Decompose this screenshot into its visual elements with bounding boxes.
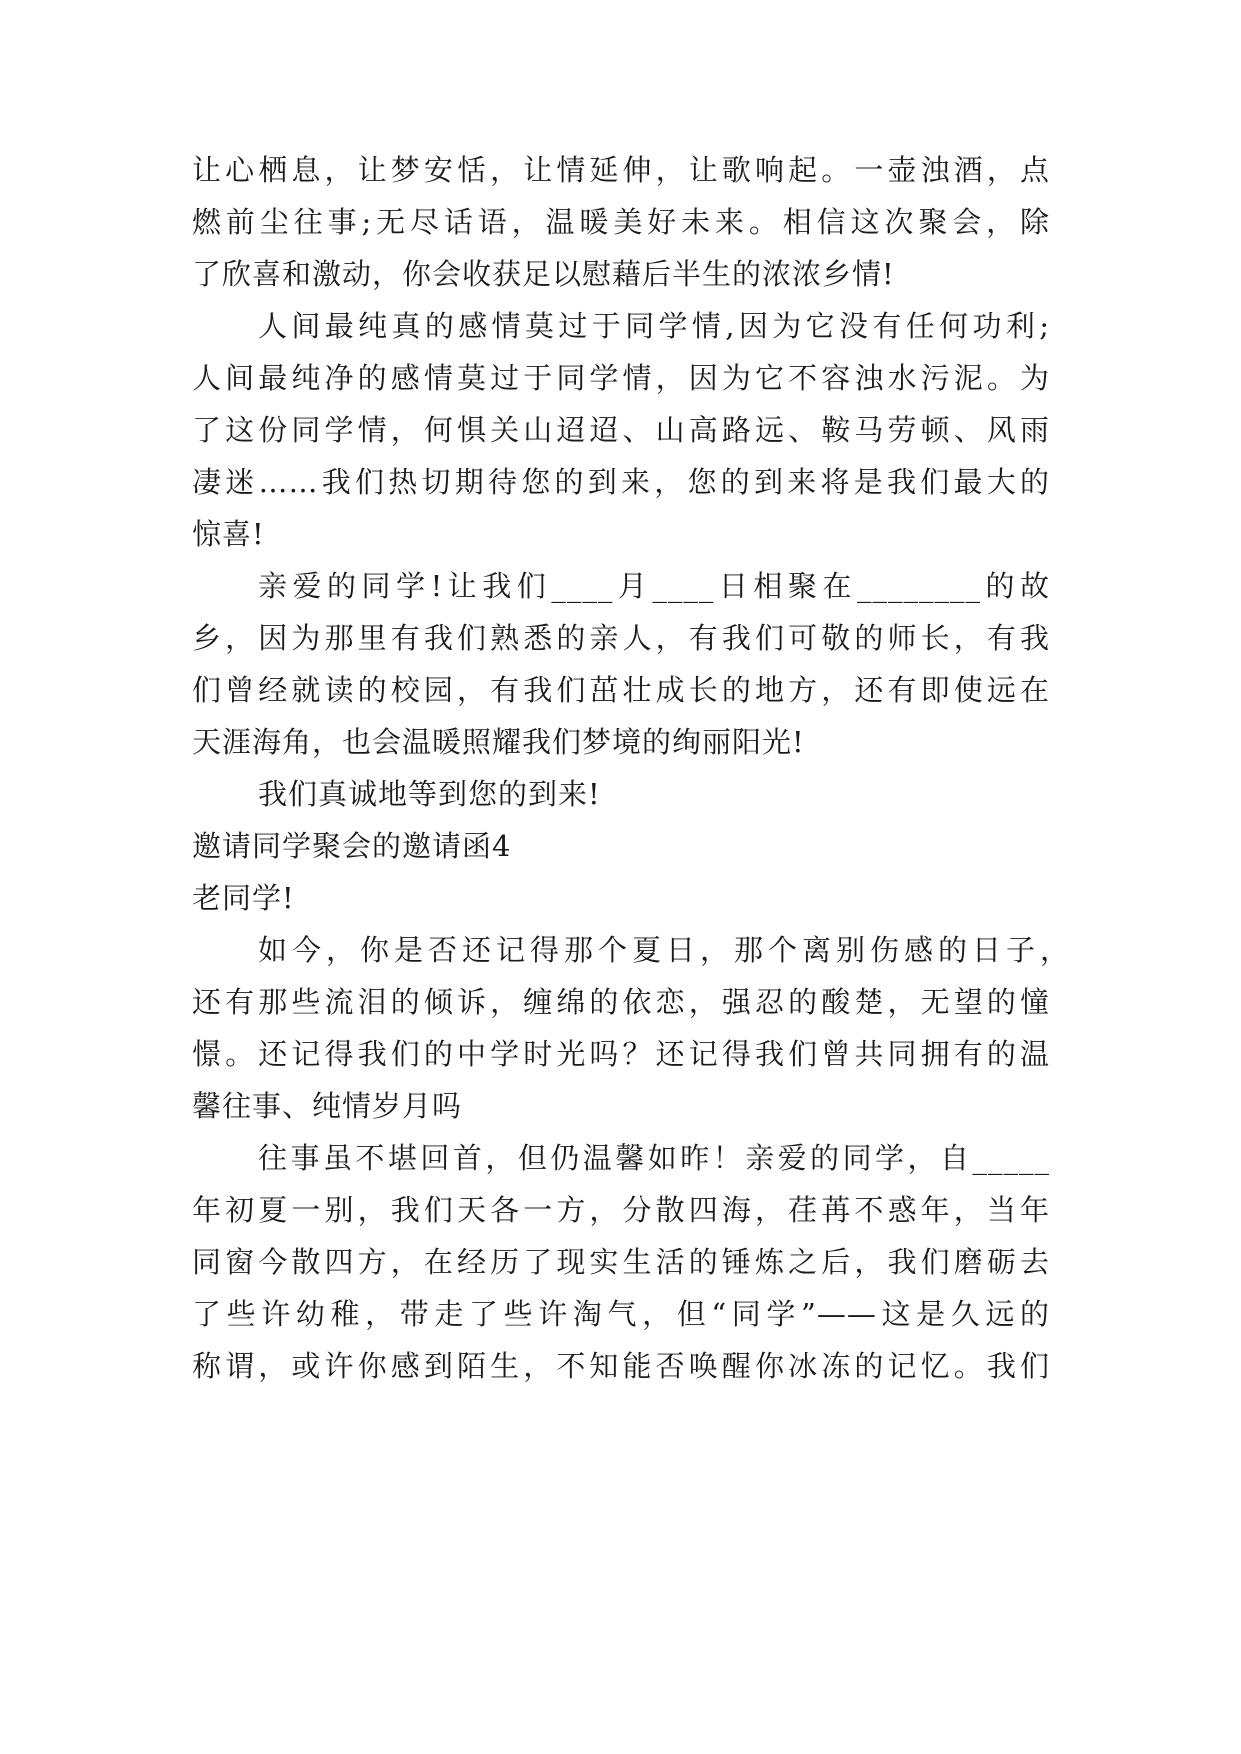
text-line: 们曾经就读的校园，有我们茁壮成长的地方，还有即使远在 — [192, 673, 1050, 707]
text-line: 还有那些流泪的倾诉，缠绵的依恋，强忍的酸楚，无望的憧 — [192, 985, 1050, 1019]
text-line: 馨往事、纯情岁月吗 — [192, 1089, 463, 1123]
text-line: 燃前尘往事;无尽话语，温暖美好未来。相信这次聚会，除 — [192, 205, 1050, 239]
text-line: 乡，因为那里有我们熟悉的亲人，有我们可敬的师长，有我 — [192, 621, 1050, 655]
text-line: 让心栖息，让梦安恬，让情延伸，让歌响起。一壶浊酒，点 — [192, 153, 1050, 187]
text-line: 年初夏一别，我们天各一方，分散四海，荏苒不惑年，当年 — [192, 1193, 1050, 1227]
text-line: 天涯海角，也会温暖照耀我们梦境的绚丽阳光! — [192, 725, 805, 759]
text-line: 人间最纯真的感情莫过于同学情,因为它没有任何功利; — [258, 309, 1050, 343]
text-line: 了这份同学情，何惧关山迢迢、山高路远、鞍马劳顿、风雨 — [192, 413, 1050, 447]
text-line: 亲爱的同学!让我们____月____日相聚在________的故 — [258, 569, 1050, 603]
text-line: 憬。还记得我们的中学时光吗？还记得我们曾共同拥有的温 — [192, 1037, 1050, 1071]
text-line: 同窗今散四方，在经历了现实生活的锤炼之后，我们磨砺去 — [192, 1245, 1050, 1279]
text-line: 如今，你是否还记得那个夏日，那个离别伤感的日子， — [258, 933, 1070, 967]
text-line: 了欣喜和激动，你会收获足以慰藉后半生的浓浓乡情! — [192, 257, 895, 291]
text-line: 了些许幼稚，带走了些许淘气，但“同学”——这是久远的 — [192, 1297, 1050, 1331]
text-line: 我们真诚地等到您的到来! — [258, 777, 601, 811]
section-heading: 邀请同学聚会的邀请函4 — [192, 829, 512, 863]
text-line: 往事虽不堪回首，但仍温馨如昨！亲爱的同学，自_____ — [258, 1141, 1050, 1175]
salutation: 老同学! — [192, 881, 295, 915]
text-line: 称谓，或许你感到陌生，不知能否唤醒你冰冻的记忆。我们 — [192, 1349, 1050, 1383]
text-line: 惊喜! — [192, 517, 265, 551]
text-line: 人间最纯净的感情莫过于同学情，因为它不容浊水污泥。为 — [192, 361, 1050, 395]
text-line: 凄迷……我们热切期待您的到来，您的到来将是我们最大的 — [192, 465, 1050, 499]
